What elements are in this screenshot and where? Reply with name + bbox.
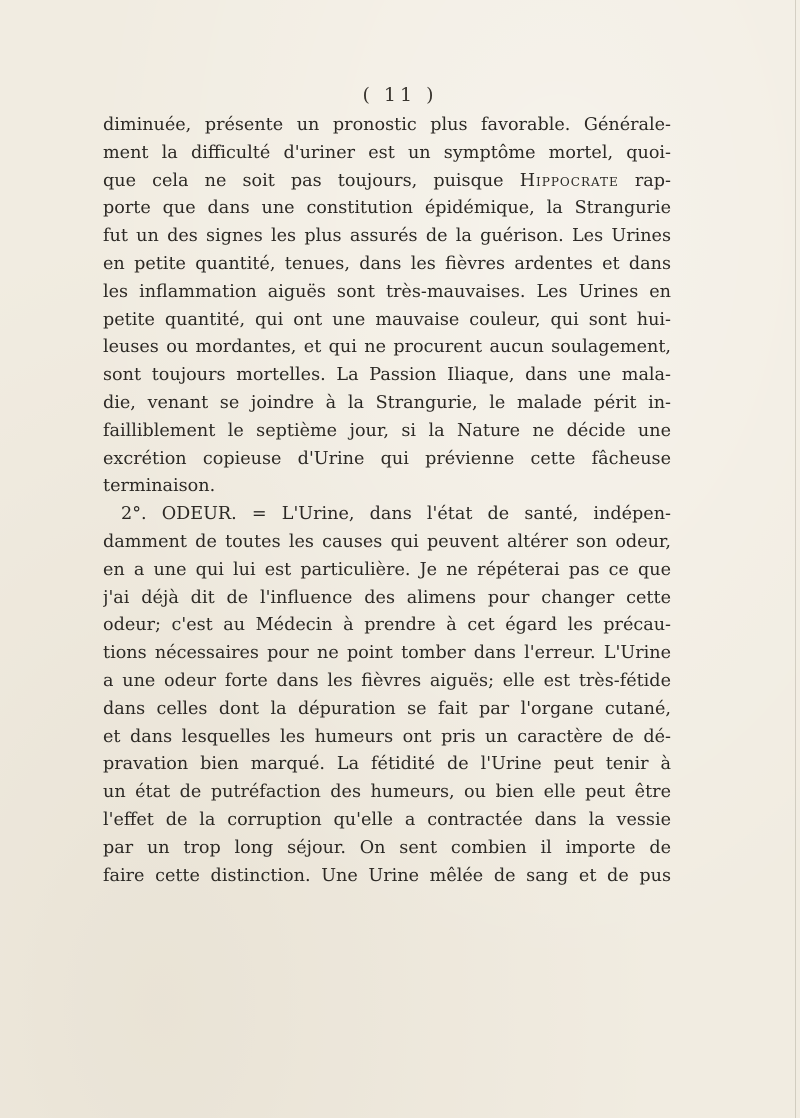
text-line: failliblement le septième jour, si la Nature ne décide une — [103, 420, 671, 441]
author-name: Hippocrate — [519, 170, 619, 191]
text-line: odeur; c'est au Médecin à prendre à cet égard les précau- — [103, 615, 671, 636]
text-line: a une odeur forte dans les fièvres aiguës; elle est très-fétide — [103, 670, 671, 691]
text-line: petite quantité, qui ont une mauvaise couleur, qui sont hui- — [103, 309, 671, 330]
text-line: sont toujours mortelles. La Passion Iliaque, dans une mala- — [103, 365, 671, 386]
text-line: 2°. ODEUR. = L'Urine, dans l'état de santé, indépen- — [121, 504, 671, 525]
text-line: leuses ou mordantes, et qui ne procurent aucun soulagement, — [103, 337, 671, 358]
text-line: fut un des signes les plus assurés de la guérison. Les Urines — [103, 226, 671, 247]
text-line: les inflammation aiguës sont très-mauvaises. Les Urines en — [103, 281, 671, 302]
text-line: et dans lesquelles les humeurs ont pris un caractère de dé- — [103, 726, 671, 747]
text-line: ment la difficulté d'uriner est un symptôme mortel, quoi- — [103, 142, 671, 163]
text-segment: que cela ne soit pas toujours, puisque — [103, 170, 520, 191]
text-line: en petite quantité, tenues, dans les fièvres ardentes et dans — [103, 253, 671, 274]
text-line: dans celles dont la dépuration se fait par l'organe cutané, — [103, 698, 671, 719]
text-segment: rap- — [618, 170, 671, 191]
text-line — [103, 168, 671, 196]
text-line: pravation bien marqué. La fétidité de l'Urine peut tenir à — [103, 754, 671, 775]
text-line: damment de toutes les causes qui peuvent altérer son odeur, — [103, 531, 671, 552]
text-line: l'effet de la corruption qu'elle a contractée dans la vessie — [103, 809, 671, 830]
paper-crease — [795, 0, 796, 1118]
text-line: en a une qui lui est particulière. Je ne répéterai pas ce que — [103, 559, 671, 580]
body-text — [103, 112, 671, 890]
text-line: terminaison. — [103, 476, 216, 497]
text-line: faire cette distinction. Une Urine mêlée de sang et de pus — [103, 865, 671, 886]
text-line: excrétion copieuse d'Urine qui prévienne cette fâcheuse — [103, 448, 671, 469]
page-number: ( 11 ) — [362, 84, 438, 106]
text-line: tions nécessaires pour ne point tomber dans l'erreur. L'Urine — [103, 643, 671, 664]
text-line: diminuée, présente un pronostic plus favorable. Générale- — [103, 115, 671, 135]
text-line: j'ai déjà dit de l'influence des alimens pour changer cette — [103, 587, 671, 608]
text-line: par un trop long séjour. On sent combien il importe de — [103, 837, 671, 858]
text-line: porte que dans une constitution épidémique, la Strangurie — [103, 198, 671, 219]
text-line: die, venant se joindre à la Strangurie, le malade périt in- — [103, 392, 671, 413]
text-line: un état de putréfaction des humeurs, ou bien elle peut être — [103, 782, 671, 803]
